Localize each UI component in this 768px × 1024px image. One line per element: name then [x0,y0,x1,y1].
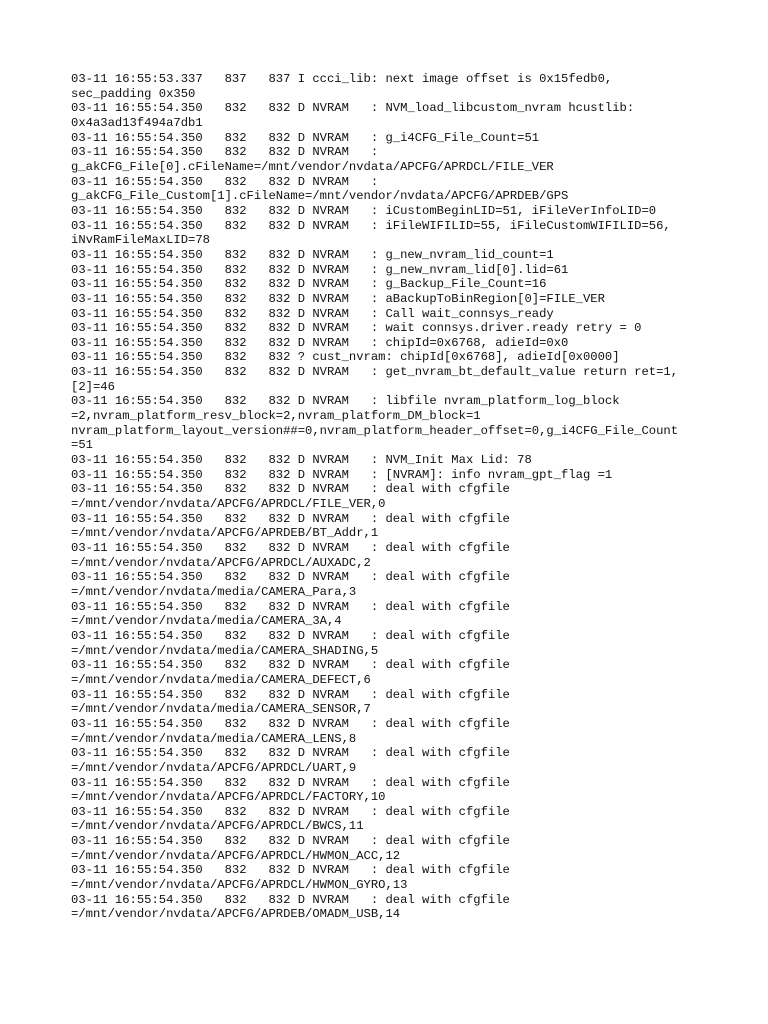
log-line: =/mnt/vendor/nvdata/APCFG/APRDEB/OMADM_USB,14 [71,907,401,922]
log-line: =/mnt/vendor/nvdata/media/CAMERA_SENSOR,7 [71,702,371,717]
log-line: 03-11 16:55:54.350 832 832 D NVRAM : g_new_nvram_lid[0].lid=61 [71,262,569,277]
log-line: 03-11 16:55:54.350 832 832 D NVRAM : [NVRAM]: info nvram_gpt_flag =1 [71,467,613,482]
log-line: 03-11 16:55:54.350 832 832 D NVRAM : aBackupToBinRegion[0]=FILE_VER [71,291,605,306]
log-line: 03-11 16:55:54.350 832 832 D NVRAM : Call wait_connsys_ready [71,306,554,321]
log-line: iNvRamFileMaxLID=78 [71,233,210,248]
log-line: 03-11 16:55:54.350 832 832 D NVRAM : iCustomBeginLID=51, iFileVerInfoLID=0 [71,203,657,218]
log-line: 03-11 16:55:54.350 832 832 D NVRAM : g_Backup_File_Count=16 [71,277,547,292]
log-line: 03-11 16:55:54.350 832 832 D NVRAM : get_nvram_bt_default_value return ret=1, [71,365,679,380]
log-line: =/mnt/vendor/nvdata/media/CAMERA_SHADING,5 [71,643,379,658]
log-line: =/mnt/vendor/nvdata/APCFG/APRDCL/HWMON_ACC,12 [71,848,401,863]
log-line: 03-11 16:55:54.350 832 832 D NVRAM : deal with cfgfile [71,746,510,761]
log-line: 03-11 16:55:54.350 832 832 ? cust_nvram: chipId[0x6768], adieId[0x0000] [71,350,620,365]
log-line: =/mnt/vendor/nvdata/APCFG/APRDEB/BT_Addr,1 [71,526,379,541]
log-line: 0x4a3ad13f494a7db1 [71,115,203,130]
log-line: =/mnt/vendor/nvdata/media/CAMERA_Para,3 [71,584,357,599]
log-line: [2]=46 [71,379,115,394]
log-line: =/mnt/vendor/nvdata/media/CAMERA_DEFECT,6 [71,672,371,687]
log-line: 03-11 16:55:54.350 832 832 D NVRAM : wait connsys.driver.ready retry = 0 [71,321,642,336]
log-line: 03-11 16:55:54.350 832 832 D NVRAM : deal with cfgfile [71,599,510,614]
log-line: 03-11 16:55:54.350 832 832 D NVRAM : deal with cfgfile [71,804,510,819]
log-line: g_akCFG_File[0].cFileName=/mnt/vendor/nvdata/APCFG/APRDCL/FILE_VER [71,159,554,174]
log-line: 03-11 16:55:54.350 832 832 D NVRAM : g_new_nvram_lid_count=1 [71,247,554,262]
log-line: =/mnt/vendor/nvdata/APCFG/APRDCL/HWMON_GYRO,13 [71,878,408,893]
log-line: 03-11 16:55:54.350 832 832 D NVRAM : libfile nvram_platform_log_block [71,394,620,409]
log-line: 03-11 16:55:54.350 832 832 D NVRAM : [71,174,379,189]
log-line: 03-11 16:55:54.350 832 832 D NVRAM : deal with cfgfile [71,716,510,731]
log-line: 03-11 16:55:54.350 832 832 D NVRAM : deal with cfgfile [71,775,510,790]
log-line: 03-11 16:55:54.350 832 832 D NVRAM : deal with cfgfile [71,570,510,585]
log-line: 03-11 16:55:54.350 832 832 D NVRAM : deal with cfgfile [71,628,510,643]
log-line: 03-11 16:55:53.337 837 837 I ccci_lib: next image offset is 0x15fedb0, [71,72,613,86]
log-line: =/mnt/vendor/nvdata/APCFG/APRDCL/FACTORY,10 [71,790,386,805]
log-line: sec_padding 0x350 [71,86,196,101]
log-line: 03-11 16:55:54.350 832 832 D NVRAM : deal with cfgfile [71,863,510,878]
log-line: =/mnt/vendor/nvdata/media/CAMERA_LENS,8 [71,731,357,746]
log-line: =2,nvram_platform_resv_block=2,nvram_platform_DM_block=1 [71,409,481,424]
log-line: =/mnt/vendor/nvdata/APCFG/APRDCL/FILE_VER,0 [71,497,386,512]
log-line: =/mnt/vendor/nvdata/APCFG/APRDCL/AUXADC,2 [71,555,371,570]
log-line: =/mnt/vendor/nvdata/media/CAMERA_3A,4 [71,614,342,629]
log-line: 03-11 16:55:54.350 832 832 D NVRAM : chipId=0x6768, adieId=0x0 [71,335,569,350]
log-line: =/mnt/vendor/nvdata/APCFG/APRDCL/UART,9 [71,760,357,775]
log-line: 03-11 16:55:54.350 832 832 D NVRAM : deal with cfgfile [71,482,510,497]
log-line: =51 [71,438,93,453]
log-document [71,72,711,922]
log-line: 03-11 16:55:54.350 832 832 D NVRAM : deal with cfgfile [71,834,510,849]
log-line: 03-11 16:55:54.350 832 832 D NVRAM : deal with cfgfile [71,658,510,673]
log-line: 03-11 16:55:54.350 832 832 D NVRAM : g_i4CFG_File_Count=51 [71,130,540,145]
log-line: nvram_platform_layout_version##=0,nvram_platform_header_offset=0,g_i4CFG_File_Count [71,423,679,438]
log-line: 03-11 16:55:54.350 832 832 D NVRAM : deal with cfgfile [71,511,510,526]
log-line: 03-11 16:55:54.350 832 832 D NVRAM : deal with cfgfile [71,892,510,907]
log-line: 03-11 16:55:54.350 832 832 D NVRAM : iFileWIFILID=55, iFileCustomWIFILID=56, [71,218,671,233]
log-line: 03-11 16:55:54.350 832 832 D NVRAM : NVM_Init Max Lid: 78 [71,453,532,468]
log-line: 03-11 16:55:54.350 832 832 D NVRAM : NVM_load_libcustom_nvram hcustlib: [71,101,635,116]
log-line: 03-11 16:55:54.350 832 832 D NVRAM : deal with cfgfile [71,541,510,555]
log-line: 03-11 16:55:54.350 832 832 D NVRAM : deal with cfgfile [71,687,510,702]
log-line: g_akCFG_File_Custom[1].cFileName=/mnt/vendor/nvdata/APCFG/APRDEB/GPS [71,189,569,204]
log-line: 03-11 16:55:54.350 832 832 D NVRAM : [71,145,379,160]
log-line: =/mnt/vendor/nvdata/APCFG/APRDCL/BWCS,11 [71,819,364,834]
